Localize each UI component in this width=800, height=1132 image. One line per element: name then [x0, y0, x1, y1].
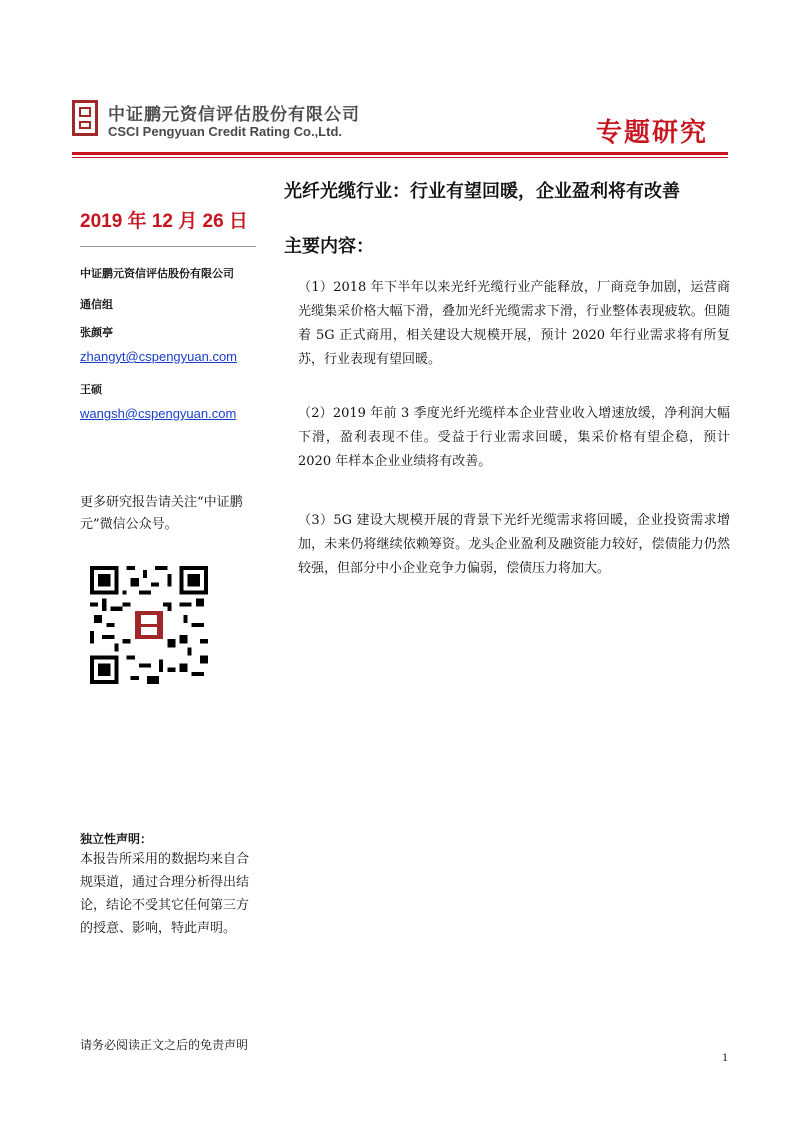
- company-name-cn: 中证鹏元资信评估股份有限公司: [108, 105, 360, 125]
- analyst-email-link[interactable]: wangsh@cspengyuan.com: [80, 406, 237, 421]
- document-type: 专题研究: [595, 118, 708, 148]
- sidebar-group: 通信组: [80, 298, 113, 311]
- header-rule-thin: [72, 157, 728, 158]
- wechat-qr-code-icon: [90, 566, 208, 684]
- summary-paragraph: （3）5G 建设大规模开展的背景下光纤光缆需求将回暖，企业投资需求增加，未来仍将继续依赖筹资。龙头企业盈利及融资能力较好，偿债能力仍然较强，但部分中小企业竞争力偏弱，偿债压力将加大。: [298, 513, 730, 576]
- declaration-heading: 独立性声明：: [80, 832, 153, 846]
- report-date: 2019 年 12 月 26 日: [80, 211, 248, 232]
- declaration-body: 本报告所采用的数据均来自合规渠道，通过合理分析得出结论，结论不受其它任何第三方的授意、影响，特此声明。: [80, 852, 250, 936]
- company-name-en: CSCI Pengyuan Credit Rating Co.,Ltd.: [108, 124, 343, 139]
- header-rule: [72, 152, 728, 155]
- main-content-heading: 主要内容：: [284, 236, 374, 257]
- page-number: 1: [722, 1050, 728, 1064]
- analyst-email-link[interactable]: zhangyt@cspengyuan.com: [80, 349, 238, 364]
- sidebar-company: 中证鹏元资信评估股份有限公司: [80, 267, 234, 280]
- analyst-name: 王硕: [80, 383, 102, 396]
- wechat-promo-text: 更多研究报告请关注“中证鹏元”微信公众号。: [80, 495, 243, 532]
- disclaimer-notice: 请务必阅读正文之后的免责声明: [80, 1038, 249, 1052]
- summary-paragraph: （2）2019 年前 3 季度光纤光缆样本企业营业收入增速放缓，净利润大幅下滑，盈利表现不佳。受益于行业需求回暖，集采价格有望企稳，预计 2020 年样本企业业绩将有改善。: [298, 406, 730, 469]
- sidebar-divider: [80, 246, 256, 247]
- company-logo-icon: [72, 100, 98, 136]
- report-title: 光纤光缆行业：行业有望回暖，企业盈利将有改善: [284, 181, 680, 202]
- analyst-name: 张颜亭: [80, 326, 113, 339]
- summary-paragraph: （1）2018 年下半年以来光纤光缆行业产能释放，厂商竞争加剧，运营商光缆集采价格大幅下滑，叠加光纤光缆需求下滑，行业整体表现疲软。但随着 5G 正式商用，相关建设大规模开展，预计 2020 年行业需求将有所复苏，行业表现有望回暖。: [298, 280, 730, 367]
